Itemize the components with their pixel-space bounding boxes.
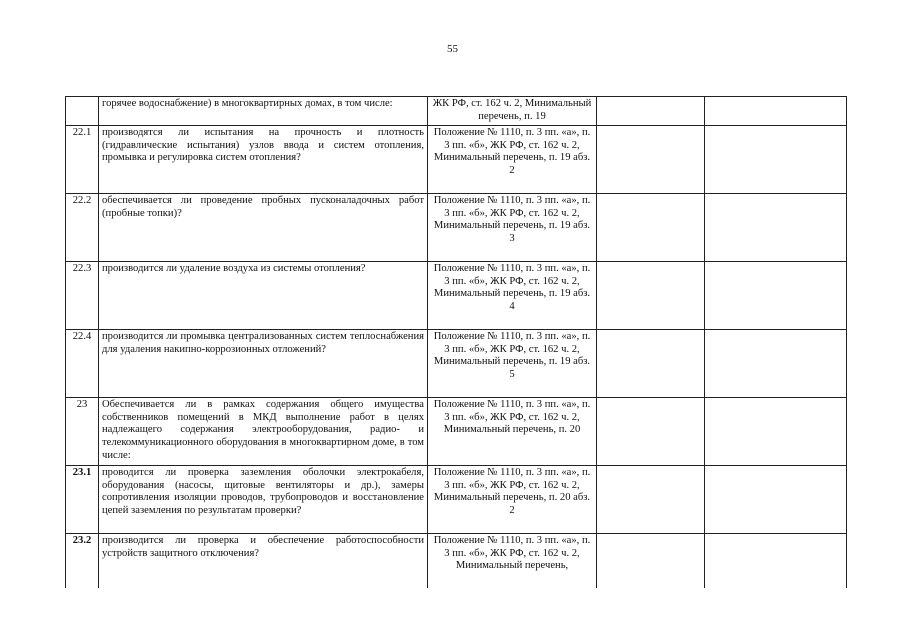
legal-reference: Положение № 1110, п. 3 пп. «а», п. 3 пп. «б», ЖК РФ, ст. 162 ч. 2, Минимальный перечень, п. 19 абз. 4: [428, 262, 597, 330]
answer-cell: [597, 534, 705, 588]
row-number: 22.3: [66, 262, 99, 330]
table-row: [66, 330, 847, 398]
table-row: [66, 262, 847, 330]
answer-cell: [597, 126, 705, 194]
answer-cell: [597, 466, 705, 534]
note-cell: [705, 97, 847, 126]
question-text: Обеспечивается ли в рамках содержания общего имущества собственников помещений в МКД выполнение работ в целях надлежащего содержания электрооборудования, радио- и телекоммуникационного оборудования в многоквартирном доме, в том числе:: [99, 398, 428, 466]
table-row: [66, 466, 847, 534]
answer-cell: [597, 330, 705, 398]
answer-cell: [597, 262, 705, 330]
legal-reference: Положение № 1110, п. 3 пп. «а», п. 3 пп. «б», ЖК РФ, ст. 162 ч. 2, Минимальный перечень, п. 19 абз. 5: [428, 330, 597, 398]
answer-cell: [597, 194, 705, 262]
table-row: [66, 534, 847, 588]
row-number: 23.1: [66, 466, 99, 534]
legal-reference: Положение № 1110, п. 3 пп. «а», п. 3 пп. «б», ЖК РФ, ст. 162 ч. 2, Минимальный перечень, п. 20 абз. 2: [428, 466, 597, 534]
note-cell: [705, 330, 847, 398]
legal-reference: Положение № 1110, п. 3 пп. «а», п. 3 пп. «б», ЖК РФ, ст. 162 ч. 2, Минимальный перечень,: [428, 534, 597, 588]
question-text: производится ли промывка централизованных систем теплоснабжения для удаления накипно-коррозионных отложений?: [99, 330, 428, 398]
note-cell: [705, 262, 847, 330]
legal-reference: Положение № 1110, п. 3 пп. «а», п. 3 пп. «б», ЖК РФ, ст. 162 ч. 2, Минимальный перечень, п. 19 абз. 2: [428, 126, 597, 194]
row-number: 22.2: [66, 194, 99, 262]
note-cell: [705, 534, 847, 588]
row-number: 22.4: [66, 330, 99, 398]
row-number: [66, 97, 99, 126]
row-number: 22.1: [66, 126, 99, 194]
question-text: производится ли проверка и обеспечение работоспособности устройств защитного отключения?: [99, 534, 428, 588]
legal-reference: Положение № 1110, п. 3 пп. «а», п. 3 пп. «б», ЖК РФ, ст. 162 ч. 2, Минимальный перечень, п. 19 абз. 3: [428, 194, 597, 262]
question-text: производятся ли испытания на прочность и плотность (гидравлические испытания) узлов ввода и систем отопления, промывка и регулировка систем отопления?: [99, 126, 428, 194]
table-row: [66, 126, 847, 194]
answer-cell: [597, 398, 705, 466]
note-cell: [705, 398, 847, 466]
note-cell: [705, 466, 847, 534]
answer-cell: [597, 97, 705, 126]
question-text: проводится ли проверка заземления оболочки электрокабеля, оборудования (насосы, щитовые вентиляторы и др.), замеры сопротивления изоляции проводов, трубопроводов и восстановление цепей заземления по результатам проверки?: [99, 466, 428, 534]
checklist-table: [65, 96, 847, 588]
note-cell: [705, 194, 847, 262]
table-row: [66, 398, 847, 466]
row-number: 23.2: [66, 534, 99, 588]
legal-reference: Положение № 1110, п. 3 пп. «а», п. 3 пп. «б», ЖК РФ, ст. 162 ч. 2, Минимальный перечень, п. 20: [428, 398, 597, 466]
question-text: обеспечивается ли проведение пробных пусконаладочных работ (пробные топки)?: [99, 194, 428, 262]
question-text: горячее водоснабжение) в многоквартирных домах, в том числе:: [99, 97, 428, 126]
table-row: [66, 97, 847, 126]
row-number: 23: [66, 398, 99, 466]
note-cell: [705, 126, 847, 194]
legal-reference: ЖК РФ, ст. 162 ч. 2, Минимальный перечень, п. 19: [428, 97, 597, 126]
page-number: 55: [447, 43, 458, 55]
table-row: [66, 194, 847, 262]
question-text: производится ли удаление воздуха из системы отопления?: [99, 262, 428, 330]
